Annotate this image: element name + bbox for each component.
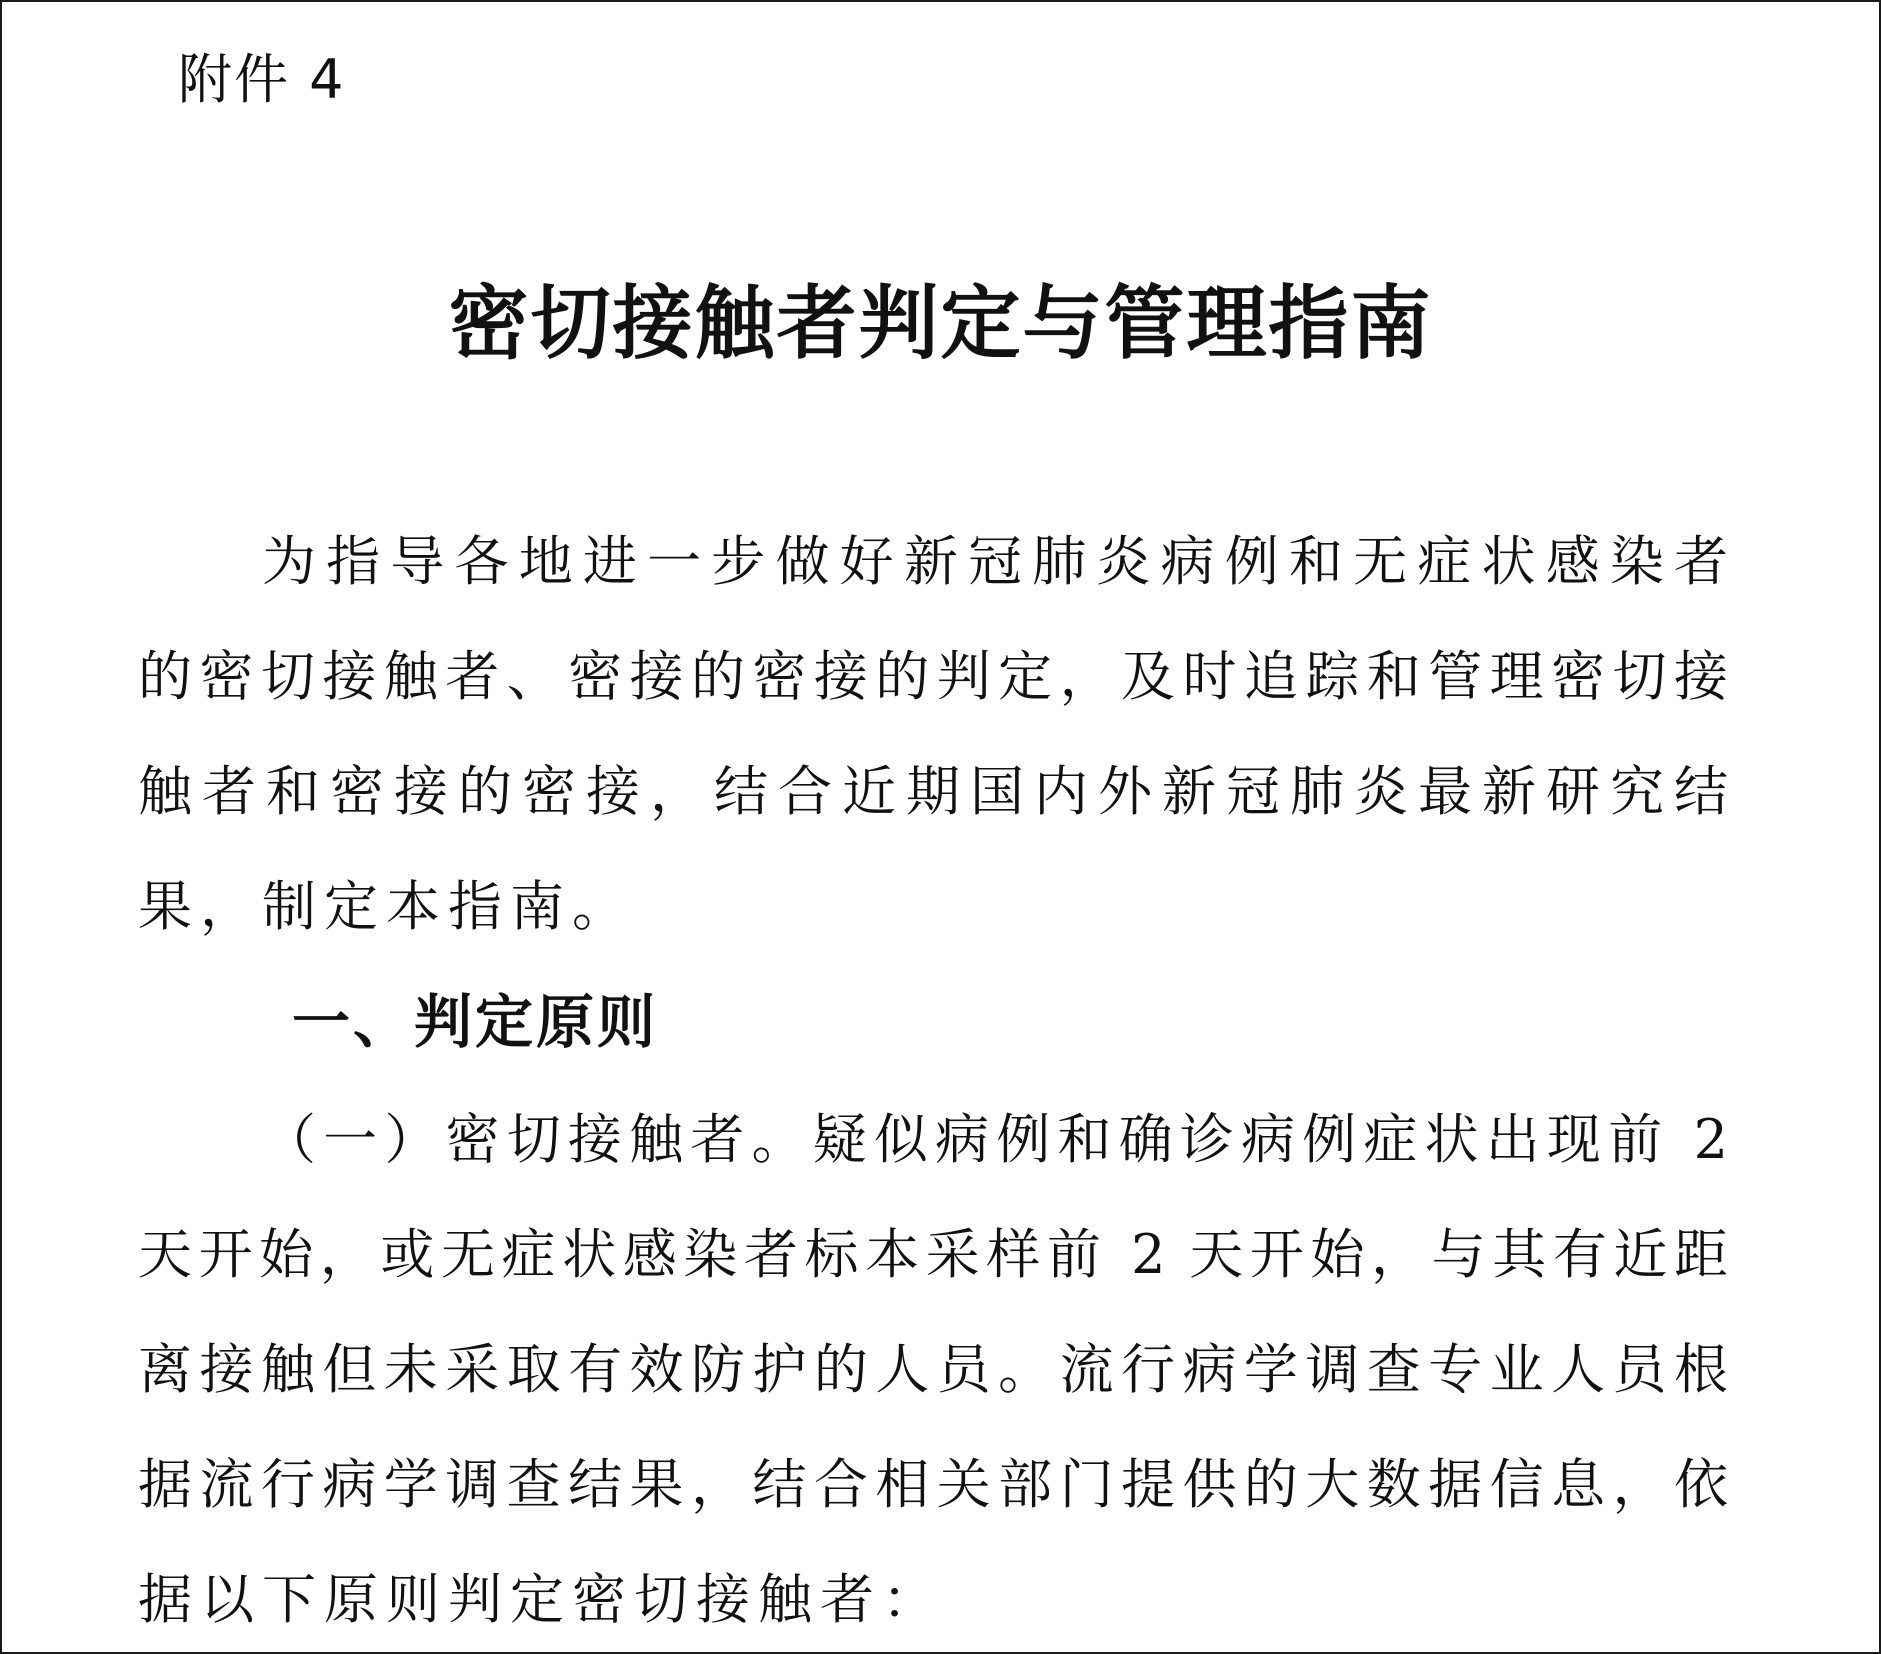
subsection-line: 离接触但未采取有效防护的人员。流行病学调查专业人员根 <box>138 1338 1728 1401</box>
attachment-label: 附件 4 <box>178 48 346 111</box>
intro-line: 触者和密接的密接，结合近期国内外新冠肺炎最新研究结 <box>138 760 1728 823</box>
subsection-line: 据流行病学调查结果，结合相关部门提供的大数据信息，依 <box>138 1453 1728 1516</box>
section-heading: 一、判定原则 <box>292 988 659 1056</box>
intro-line: 的密切接触者、密接的密接的判定，及时追踪和管理密切接 <box>138 645 1728 708</box>
intro-line: 果，制定本指南。 <box>138 875 634 938</box>
subsection-line: （一）密切接触者。疑似病例和确诊病例症状出现前 2 <box>262 1108 1728 1171</box>
intro-line: 为指导各地进一步做好新冠肺炎病例和无症状感染者 <box>262 530 1728 593</box>
subsection-line: 天开始，或无症状感染者标本采样前 2 天开始，与其有近距 <box>138 1223 1728 1286</box>
document-title: 密切接触者判定与管理指南 <box>448 277 1433 370</box>
subsection-line: 据以下原则判定密切接触者： <box>138 1568 944 1631</box>
